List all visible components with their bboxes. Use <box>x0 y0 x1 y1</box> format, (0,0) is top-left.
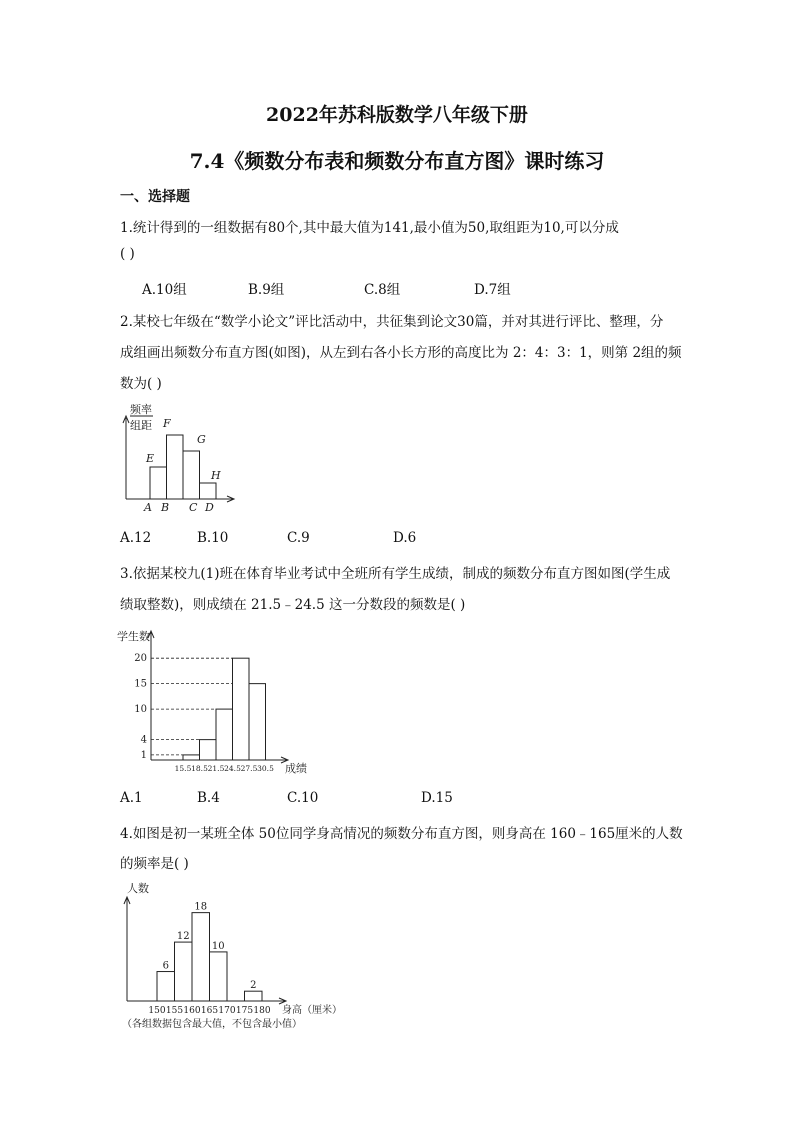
q3-y-tick-label: 1 <box>140 749 147 761</box>
q3-x-tick-label: 21.5 <box>207 764 225 773</box>
q4-note: （各组数据包含最大值，不包含最小值） <box>122 1019 302 1030</box>
q2-bar <box>150 467 167 499</box>
q3-x-tick-label: 30.5 <box>257 764 274 773</box>
q1-text-line1: 1.统计得到的一组数据有80个,其中最大值为141,最小值为50,取组距为10,可以分成 <box>120 220 619 236</box>
q4-bar-data-label: 6 <box>162 960 169 972</box>
q2-bar-label-f: F <box>163 417 171 430</box>
q2-ylabel-bottom: 组距 <box>130 419 152 432</box>
q4-bar-data-label: 2 <box>250 980 257 992</box>
q4-x-tick-label: 180 <box>253 1006 271 1016</box>
q2-bar <box>200 483 217 499</box>
q2-bar <box>167 435 184 499</box>
q3-bar <box>233 658 250 760</box>
q3-text-line1: 3.依据某校九(1)班在体育毕业考试中全班所有学生成绩，制成的频数分布直方图如图(学生成 <box>120 566 671 582</box>
q3-histogram <box>115 622 320 777</box>
q1-option-d: D.7组 <box>474 282 511 298</box>
q3-option-d: D.15 <box>421 790 453 806</box>
q2-bar <box>183 451 200 499</box>
q3-xlabel: 成绩 <box>285 762 307 775</box>
q1-option-a: A.10组 <box>142 282 187 298</box>
q4-x-tick-label: 160 <box>183 1006 201 1016</box>
q2-option-b: B.10 <box>197 530 229 546</box>
q3-y-tick-label: 10 <box>134 704 147 716</box>
q4-bar <box>245 991 263 1001</box>
q4-ylabel: 人数 <box>127 882 149 895</box>
q2-bar-label-h: H <box>211 469 221 482</box>
document-title: 2022年苏科版数学八年级下册 <box>266 104 528 126</box>
q1-text-line2: ( ) <box>120 246 135 262</box>
q2-text-line3: 数为( ) <box>120 376 162 392</box>
q3-x-tick-label: 15.5 <box>174 764 192 773</box>
q1-option-c: C.8组 <box>364 282 401 298</box>
q3-bar <box>249 684 266 760</box>
q4-bar <box>157 972 175 1001</box>
q2-text-line1: 2.某校七年级在“数学小论文”评比活动中，共征集到论文30篇，并对其进行评比、整理，分 <box>120 314 664 330</box>
q3-ylabel: 学生数 <box>117 630 150 643</box>
q4-bar-data-label: 18 <box>194 901 208 913</box>
q4-bar <box>175 942 193 1001</box>
q3-x-tick-label: 24.5 <box>224 764 241 773</box>
q3-x-tick-label: 18.5 <box>191 764 208 773</box>
q2-text-line2: 成组画出频数分布直方图(如图)，从左到右各小长方形的高度比为 2：4：3：1，则第 2组的频 <box>120 345 682 361</box>
q4-bar-data-label: 12 <box>176 931 190 943</box>
q3-text-line2: 绩取整数)，则成绩在 21.5﹣24.5 这一分数段的频数是( ) <box>120 597 466 613</box>
q4-x-tick-label: 165 <box>200 1006 219 1016</box>
q3-option-a: A.1 <box>120 790 143 806</box>
q4-bar <box>192 913 210 1001</box>
q4-x-tick-label: 150 <box>148 1006 166 1016</box>
q4-xlabel: 身高（厘米） <box>282 1005 342 1016</box>
q4-x-tick-label: 170 <box>218 1006 236 1016</box>
q3-bar <box>216 709 233 760</box>
q2-option-c: C.9 <box>287 530 310 546</box>
q2-x-label-c: C <box>189 501 198 514</box>
q4-bar-data-label: 10 <box>211 940 225 952</box>
q1-option-b: B.9组 <box>248 282 285 298</box>
q2-x-label-b: B <box>161 501 170 514</box>
q4-x-tick-label: 175 <box>235 1006 254 1016</box>
q2-x-label-a: A <box>144 501 152 514</box>
q2-option-a: A.12 <box>120 530 152 546</box>
q4-text-line2: 的频率是( ) <box>120 856 189 872</box>
q3-bar <box>183 755 200 760</box>
q3-y-tick-label: 4 <box>140 734 147 746</box>
q3-option-b: B.4 <box>197 790 220 806</box>
document-subtitle: 7.4《频数分布表和频数分布直方图》课时练习 <box>189 149 605 173</box>
q4-bar <box>210 952 228 1001</box>
q4-x-tick-label: 155 <box>165 1006 184 1016</box>
q3-y-tick-label: 15 <box>134 678 147 690</box>
q4-histogram <box>115 880 365 1035</box>
q2-ylabel-top: 频率 <box>130 403 152 416</box>
q2-x-label-d: D <box>205 501 214 514</box>
q2-option-d: D.6 <box>393 530 417 546</box>
q4-text-line1: 4.如图是初一某班全体 50位同学身高情况的频数分布直方图，则身高在 160﹣165厘米的人数 <box>120 826 683 842</box>
q3-y-tick-label: 20 <box>134 653 147 665</box>
q3-option-c: C.10 <box>287 790 319 806</box>
q2-bar-label-e: E <box>146 452 155 465</box>
q3-x-tick-label: 27.5 <box>240 764 258 773</box>
q2-bar-label-g: G <box>197 433 206 446</box>
section-heading: 一、选择题 <box>120 189 190 205</box>
q2-histogram <box>115 400 255 518</box>
q3-bar <box>200 740 217 760</box>
